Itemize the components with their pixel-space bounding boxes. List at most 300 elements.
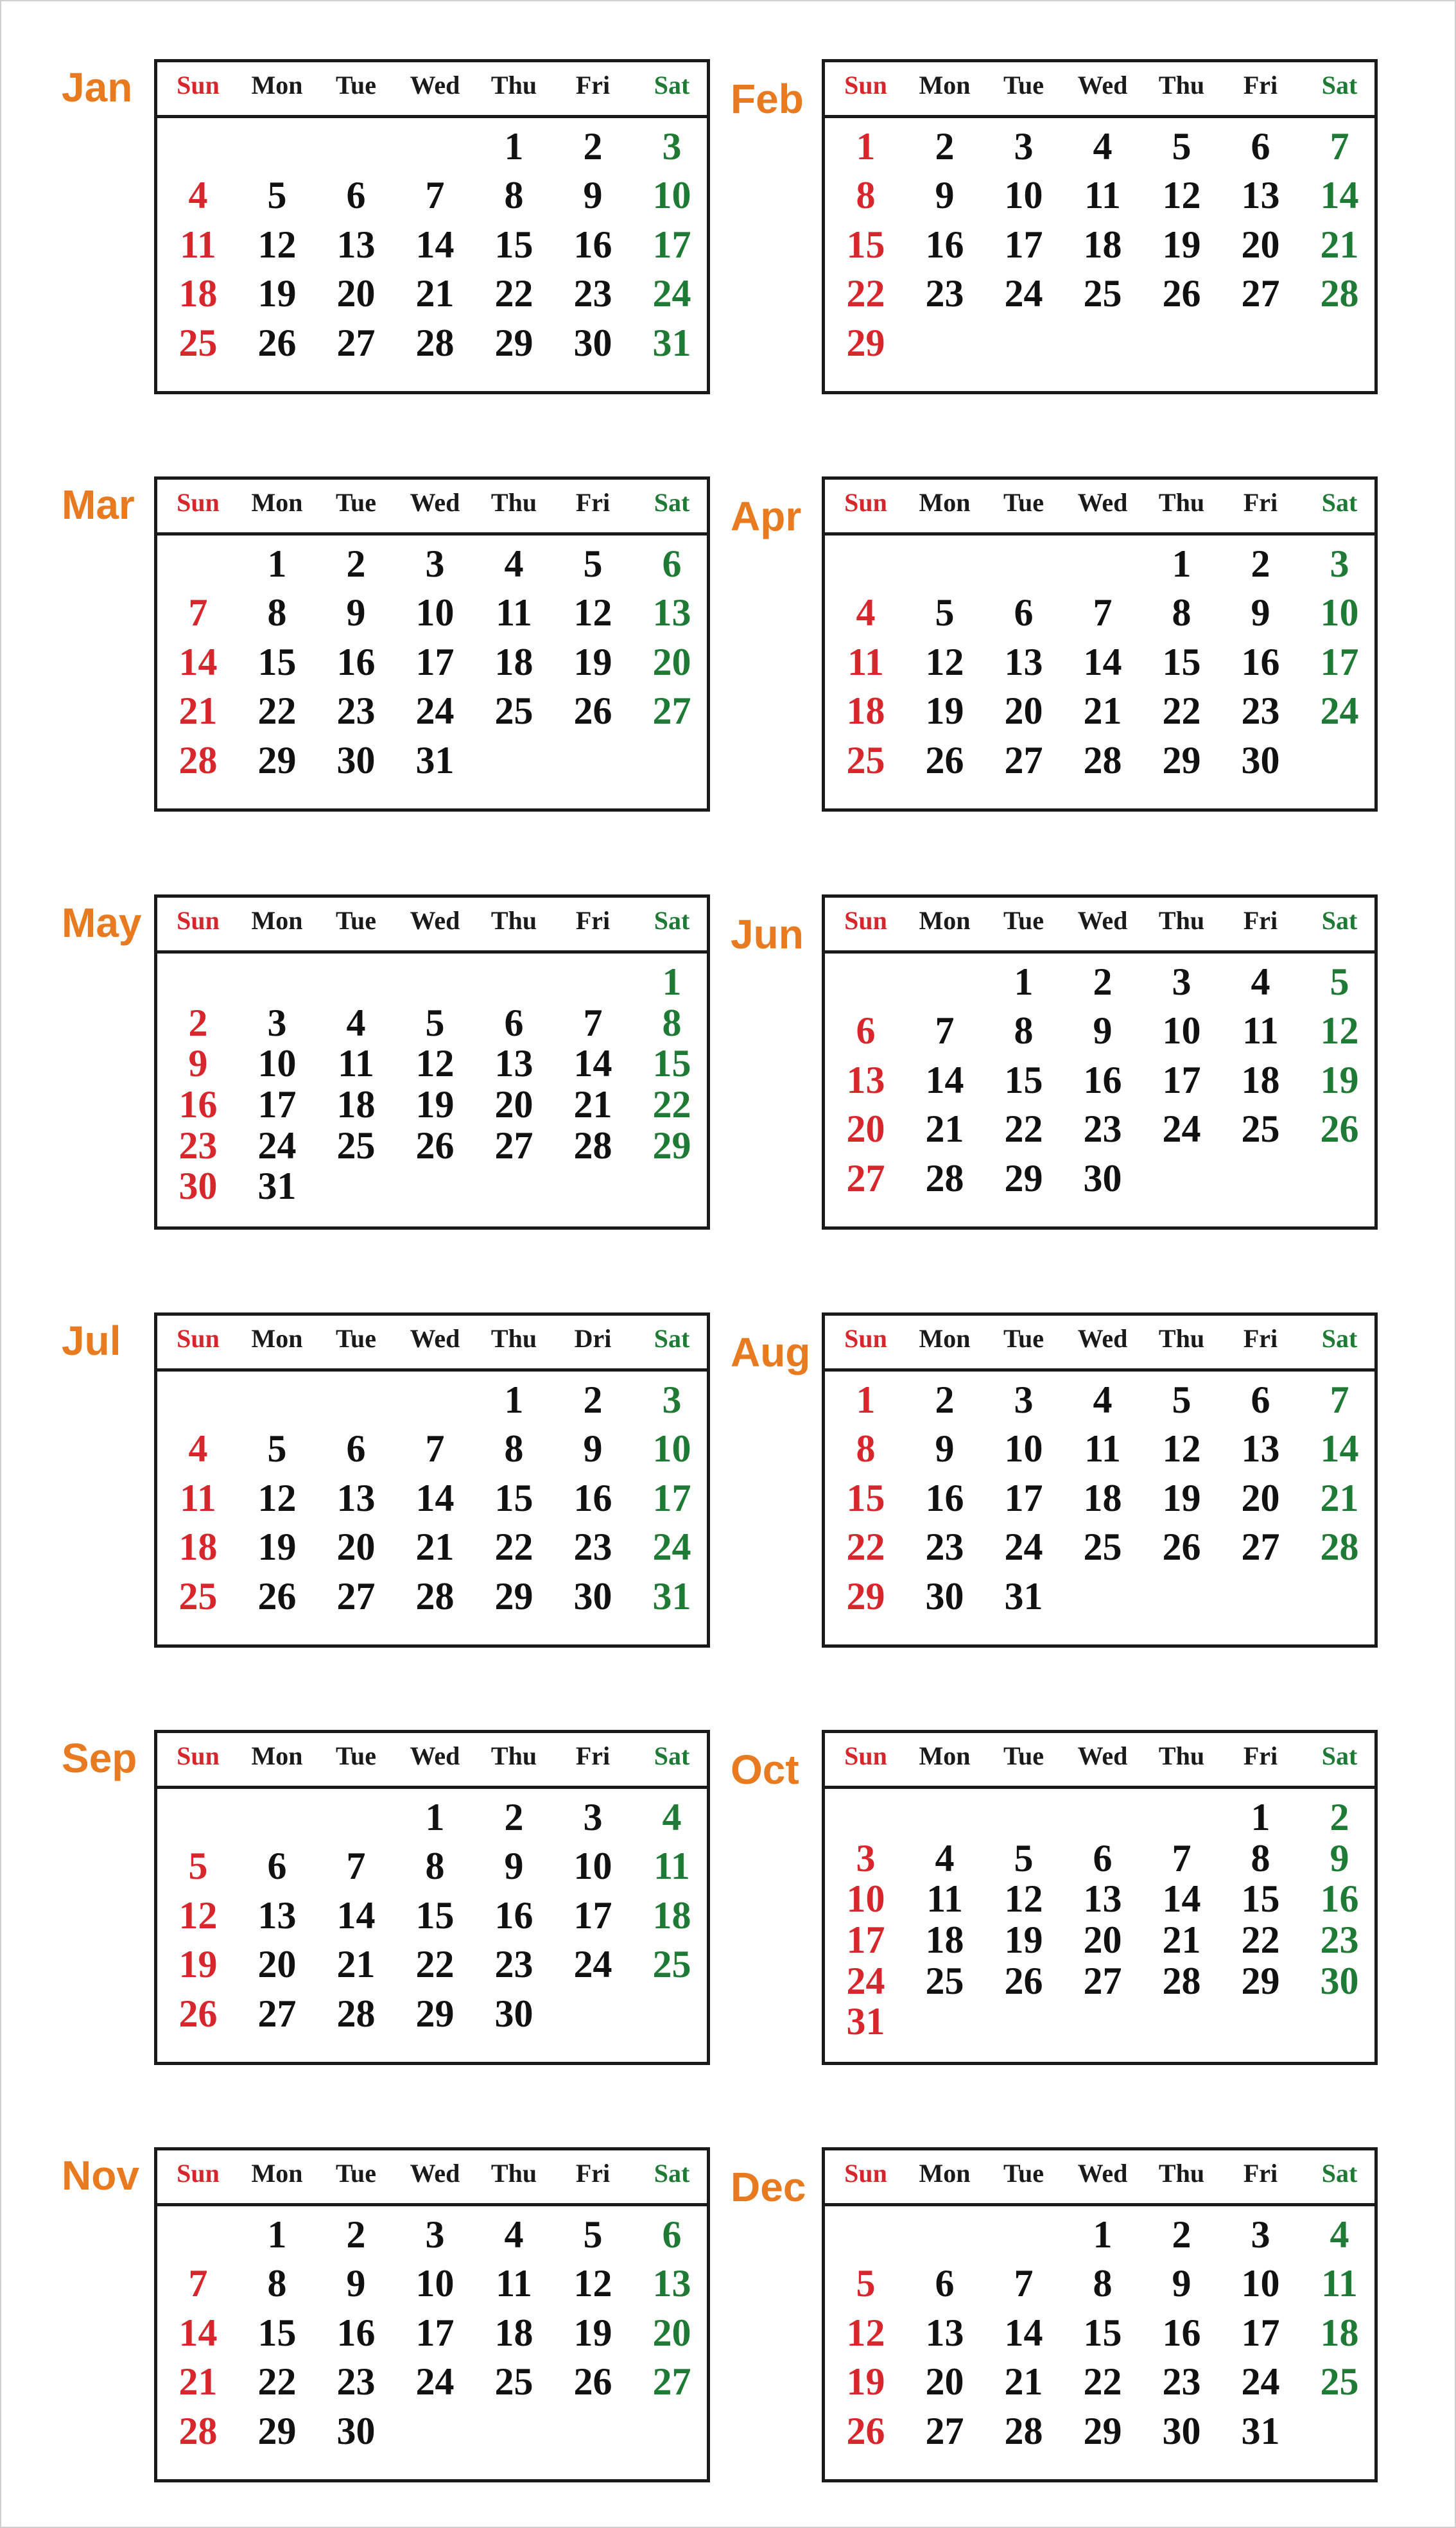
day-cell: 26 <box>846 2409 885 2452</box>
weekday-header: Sun <box>844 71 887 100</box>
day-cell: 17 <box>1004 223 1043 266</box>
day-cell: 13 <box>494 1042 533 1085</box>
day-cell: 26 <box>1162 272 1201 315</box>
day-cell: 19 <box>846 2360 885 2403</box>
day-cell: 28 <box>1162 1959 1201 2002</box>
day-cell: 28 <box>925 1156 964 1199</box>
day-cell: 5 <box>188 1845 208 1888</box>
day-cell: 9 <box>935 1427 955 1470</box>
day-cell: 25 <box>494 2360 533 2403</box>
day-cell: 24 <box>415 2360 455 2403</box>
day-cell: 28 <box>1083 738 1122 781</box>
day-cell: 26 <box>415 1124 455 1167</box>
weekday-header: Wed <box>410 1324 460 1353</box>
weekday-header: Sat <box>654 488 690 517</box>
weekday-header: Thu <box>490 1741 537 1770</box>
day-cell: 28 <box>1320 272 1359 315</box>
day-cell: 16 <box>1162 2311 1201 2354</box>
day-cell: 29 <box>257 738 297 781</box>
weekday-header: Fri <box>575 1741 611 1770</box>
weekday-header: Mon <box>251 906 303 935</box>
day-cell: 12 <box>846 2311 885 2354</box>
day-cell: 3 <box>1014 125 1034 168</box>
weekday-header: Wed <box>1077 71 1128 100</box>
day-cell: 7 <box>346 1845 366 1888</box>
day-cell: 23 <box>1320 1919 1359 1961</box>
weekday-header: Wed <box>1077 1324 1128 1353</box>
day-cell: 3 <box>662 125 682 168</box>
day-cell: 29 <box>846 1574 885 1617</box>
day-cell: 18 <box>652 1894 691 1937</box>
day-cell: 10 <box>573 1845 612 1888</box>
day-cell: 6 <box>346 174 366 217</box>
day-cell: 9 <box>1172 2262 1192 2305</box>
day-cell: 17 <box>1004 1476 1043 1519</box>
day-cell: 22 <box>1162 690 1201 733</box>
day-cell: 13 <box>925 2311 964 2354</box>
month-label-may: May <box>62 900 142 946</box>
day-cell: 16 <box>1083 1058 1122 1101</box>
day-grid <box>825 2206 1374 2479</box>
day-cell: 12 <box>573 591 612 634</box>
day-cell: 22 <box>415 1943 455 1986</box>
weekday-header-row <box>157 62 707 118</box>
day-cell: 12 <box>415 1042 455 1085</box>
day-cell: 12 <box>573 2262 612 2305</box>
day-cell: 24 <box>415 690 455 733</box>
weekday-header: Tue <box>335 906 376 935</box>
day-cell: 25 <box>494 690 533 733</box>
day-cell: 13 <box>652 2262 691 2305</box>
day-cell: 27 <box>336 1574 376 1617</box>
day-cell: 14 <box>415 1476 455 1519</box>
day-cell: 7 <box>425 1427 445 1470</box>
weekday-header: Thu <box>490 2159 537 2188</box>
weekday-header: Sat <box>654 71 690 100</box>
day-cell: 11 <box>654 1845 690 1888</box>
weekday-header-row <box>825 62 1374 118</box>
day-cell: 14 <box>178 2311 218 2354</box>
month-label-nov: Nov <box>62 2152 139 2199</box>
day-cell: 15 <box>1083 2311 1122 2354</box>
day-cell: 28 <box>415 321 455 364</box>
weekday-header: Mon <box>251 1324 303 1353</box>
day-cell: 20 <box>925 2360 964 2403</box>
day-cell: 24 <box>652 1526 691 1569</box>
day-cell: 13 <box>1004 640 1043 683</box>
day-cell: 19 <box>573 2311 612 2354</box>
weekday-header: Fri <box>575 488 611 517</box>
day-cell: 18 <box>1083 223 1122 266</box>
weekday-header: Tue <box>1003 488 1044 517</box>
day-cell: 20 <box>1083 1919 1122 1961</box>
day-cell: 4 <box>662 1796 682 1838</box>
month-grid-sep <box>154 1730 710 2065</box>
weekday-header: Mon <box>251 71 303 100</box>
month-label-oct: Oct <box>731 1747 799 1793</box>
month-grid-oct <box>822 1730 1378 2065</box>
day-cell: 17 <box>573 1894 612 1937</box>
day-cell: 26 <box>257 1574 297 1617</box>
day-cell: 27 <box>652 690 691 733</box>
weekday-header: Thu <box>1158 1741 1205 1770</box>
day-cell: 19 <box>257 1526 297 1569</box>
weekday-header: Sun <box>844 1324 887 1353</box>
day-cell: 11 <box>338 1042 374 1085</box>
day-cell: 17 <box>257 1083 297 1126</box>
day-cell: 3 <box>1172 961 1192 1003</box>
day-cell: 8 <box>1093 2262 1113 2305</box>
day-cell: 26 <box>1162 1526 1201 1569</box>
day-cell: 31 <box>652 321 691 364</box>
day-cell: 8 <box>1014 1009 1034 1052</box>
month-label-sep: Sep <box>62 1735 137 1781</box>
day-cell: 18 <box>494 2311 533 2354</box>
weekday-header: Tue <box>1003 71 1044 100</box>
day-cell: 8 <box>856 1427 876 1470</box>
weekday-header-row <box>825 1733 1374 1789</box>
day-cell: 15 <box>846 223 885 266</box>
day-cell: 30 <box>178 1165 218 1208</box>
day-cell: 26 <box>178 1992 218 2035</box>
day-cell: 8 <box>504 174 524 217</box>
month-grid-jan <box>154 59 710 394</box>
day-cell: 27 <box>1004 738 1043 781</box>
weekday-header: Sat <box>1321 2159 1358 2188</box>
day-cell: 15 <box>415 1894 455 1937</box>
day-cell: 16 <box>494 1894 533 1937</box>
weekday-header: Tue <box>335 488 376 517</box>
day-cell: 11 <box>1084 1427 1121 1470</box>
month-label-apr: Apr <box>731 493 802 539</box>
day-cell: 14 <box>1083 640 1122 683</box>
day-cell: 22 <box>257 2360 297 2403</box>
day-cell: 29 <box>1004 1156 1043 1199</box>
weekday-header-row <box>157 2150 707 2206</box>
day-cell: 16 <box>336 2311 376 2354</box>
day-cell: 18 <box>336 1083 376 1126</box>
day-cell: 6 <box>662 2213 682 2256</box>
day-cell: 20 <box>257 1943 297 1986</box>
day-cell: 28 <box>178 2409 218 2452</box>
day-cell: 23 <box>925 1526 964 1569</box>
day-cell: 9 <box>583 1427 603 1470</box>
day-cell: 21 <box>1083 690 1122 733</box>
weekday-header: Mon <box>919 488 971 517</box>
day-cell: 8 <box>267 591 287 634</box>
day-cell: 24 <box>573 1943 612 1986</box>
day-cell: 9 <box>1330 1836 1349 1879</box>
day-cell: 14 <box>1320 1427 1359 1470</box>
day-cell: 2 <box>346 2213 366 2256</box>
day-cell: 7 <box>1172 1836 1192 1879</box>
day-cell: 11 <box>847 640 884 683</box>
weekday-header: Thu <box>490 488 537 517</box>
month-grid-jul <box>154 1312 710 1648</box>
day-cell: 1 <box>662 961 682 1003</box>
day-cell: 30 <box>336 2409 376 2452</box>
weekday-header: Sun <box>177 1741 220 1770</box>
day-cell: 19 <box>178 1943 218 1986</box>
day-cell: 30 <box>1241 738 1280 781</box>
day-cell: 29 <box>257 2409 297 2452</box>
day-cell: 30 <box>925 1574 964 1617</box>
weekday-header: Sun <box>844 2159 887 2188</box>
day-cell: 1 <box>504 1379 524 1421</box>
weekday-header: Tue <box>335 1324 376 1353</box>
day-cell: 18 <box>1241 1058 1280 1101</box>
day-cell: 16 <box>1241 640 1280 683</box>
day-cell: 26 <box>573 690 612 733</box>
day-cell: 12 <box>178 1894 218 1937</box>
month-label-mar: Mar <box>62 482 135 528</box>
day-cell: 7 <box>1330 1379 1349 1421</box>
day-cell: 5 <box>267 1427 287 1470</box>
day-cell: 2 <box>935 125 955 168</box>
day-cell: 25 <box>1320 2360 1359 2403</box>
day-cell: 14 <box>336 1894 376 1937</box>
day-cell: 18 <box>846 690 885 733</box>
day-cell: 29 <box>415 1992 455 2035</box>
day-cell: 16 <box>178 1083 218 1126</box>
day-cell: 23 <box>178 1124 218 1167</box>
day-cell: 29 <box>1083 2409 1122 2452</box>
weekday-header: Tue <box>1003 1324 1044 1353</box>
day-cell: 15 <box>846 1476 885 1519</box>
day-cell: 20 <box>494 1083 533 1126</box>
day-cell: 1 <box>267 2213 287 2256</box>
day-cell: 1 <box>504 125 524 168</box>
day-cell: 11 <box>496 591 532 634</box>
day-cell: 4 <box>1093 125 1113 168</box>
day-cell: 19 <box>1004 1919 1043 1961</box>
day-cell: 6 <box>856 1009 876 1052</box>
day-grid <box>157 954 707 1226</box>
day-cell: 4 <box>346 1001 366 1044</box>
weekday-header: Sat <box>1321 71 1358 100</box>
day-cell: 20 <box>336 1526 376 1569</box>
day-cell: 15 <box>257 2311 297 2354</box>
weekday-header: Sat <box>654 2159 690 2188</box>
day-cell: 20 <box>652 2311 691 2354</box>
weekday-header: Sat <box>654 1324 690 1353</box>
day-cell: 2 <box>1172 2213 1192 2256</box>
day-cell: 2 <box>188 1001 208 1044</box>
day-cell: 13 <box>1241 174 1280 217</box>
weekday-header: Thu <box>1158 1324 1205 1353</box>
day-cell: 17 <box>846 1919 885 1961</box>
month-label-aug: Aug <box>731 1329 811 1375</box>
day-cell: 30 <box>1320 1959 1359 2002</box>
weekday-header-row <box>825 1316 1374 1372</box>
weekday-header: Thu <box>1158 906 1205 935</box>
day-cell: 20 <box>1241 223 1280 266</box>
day-cell: 10 <box>1241 2262 1280 2305</box>
day-cell: 21 <box>415 1526 455 1569</box>
day-cell: 8 <box>267 2262 287 2305</box>
day-cell: 7 <box>583 1001 603 1044</box>
day-cell: 11 <box>926 1878 963 1921</box>
month-label-dec: Dec <box>731 2164 806 2210</box>
day-cell: 5 <box>1172 1379 1192 1421</box>
weekday-header: Thu <box>490 906 537 935</box>
weekday-header: Mon <box>919 2159 971 2188</box>
day-cell: 20 <box>336 272 376 315</box>
day-cell: 27 <box>257 1992 297 2035</box>
day-cell: 8 <box>1172 591 1192 634</box>
day-cell: 20 <box>1004 690 1043 733</box>
weekday-header: Wed <box>410 1741 460 1770</box>
weekday-header: Tue <box>1003 2159 1044 2188</box>
day-cell: 24 <box>1320 690 1359 733</box>
day-cell: 24 <box>652 272 691 315</box>
day-cell: 10 <box>652 1427 691 1470</box>
day-cell: 7 <box>425 174 445 217</box>
day-cell: 13 <box>336 223 376 266</box>
day-cell: 8 <box>856 174 876 217</box>
day-grid <box>157 536 707 808</box>
day-cell: 9 <box>1093 1009 1113 1052</box>
day-cell: 18 <box>178 272 218 315</box>
day-cell: 10 <box>652 174 691 217</box>
day-cell: 23 <box>1162 2360 1201 2403</box>
weekday-header-row <box>157 1733 707 1789</box>
weekday-header: Thu <box>1158 488 1205 517</box>
day-cell: 25 <box>846 738 885 781</box>
day-cell: 27 <box>925 2409 964 2452</box>
day-cell: 4 <box>856 591 876 634</box>
day-cell: 17 <box>1320 640 1359 683</box>
day-grid <box>157 2206 707 2479</box>
day-cell: 5 <box>583 543 603 585</box>
day-cell: 15 <box>494 1476 533 1519</box>
day-cell: 21 <box>1320 1476 1359 1519</box>
day-grid <box>825 1372 1374 1644</box>
day-cell: 27 <box>1241 272 1280 315</box>
day-cell: 24 <box>1004 1526 1043 1569</box>
day-cell: 19 <box>257 272 297 315</box>
day-cell: 16 <box>1320 1878 1359 1921</box>
day-cell: 12 <box>1004 1878 1043 1921</box>
weekday-header: Tue <box>1003 1741 1044 1770</box>
day-cell: 7 <box>1330 125 1349 168</box>
day-cell: 29 <box>494 1574 533 1617</box>
month-grid-apr <box>822 476 1378 812</box>
weekday-header: Fri <box>575 2159 611 2188</box>
weekday-header: Wed <box>1077 1741 1128 1770</box>
month-label-feb: Feb <box>731 76 804 122</box>
day-cell: 11 <box>180 1476 216 1519</box>
day-cell: 23 <box>494 1943 533 1986</box>
day-cell: 9 <box>935 174 955 217</box>
weekday-header: Sat <box>1321 488 1358 517</box>
day-cell: 2 <box>1251 543 1270 585</box>
day-cell: 30 <box>494 1992 533 2035</box>
weekday-header-row <box>157 480 707 536</box>
day-cell: 1 <box>1172 543 1192 585</box>
day-cell: 5 <box>1330 961 1349 1003</box>
day-cell: 3 <box>856 1836 876 1879</box>
day-cell: 21 <box>415 272 455 315</box>
day-cell: 14 <box>1004 2311 1043 2354</box>
day-cell: 5 <box>425 1001 445 1044</box>
day-cell: 23 <box>573 1526 612 1569</box>
day-cell: 15 <box>1162 640 1201 683</box>
day-cell: 10 <box>257 1042 297 1085</box>
day-cell: 18 <box>494 640 533 683</box>
day-cell: 19 <box>1162 1476 1201 1519</box>
weekday-header: Sun <box>177 906 220 935</box>
day-cell: 23 <box>336 2360 376 2403</box>
day-cell: 12 <box>1162 174 1201 217</box>
day-cell: 27 <box>1083 1959 1122 2002</box>
day-cell: 3 <box>1330 543 1349 585</box>
day-cell: 12 <box>925 640 964 683</box>
day-cell: 3 <box>1014 1379 1034 1421</box>
day-cell: 21 <box>1004 2360 1043 2403</box>
day-cell: 13 <box>1241 1427 1280 1470</box>
day-cell: 6 <box>346 1427 366 1470</box>
day-cell: 5 <box>935 591 955 634</box>
day-cell: 25 <box>652 1943 691 1986</box>
day-cell: 6 <box>1093 1836 1113 1879</box>
day-cell: 30 <box>1162 2409 1201 2452</box>
weekday-header: Sun <box>844 906 887 935</box>
day-cell: 16 <box>336 640 376 683</box>
weekday-header: Tue <box>335 2159 376 2188</box>
day-cell: 17 <box>652 223 691 266</box>
weekday-header: Sun <box>177 488 220 517</box>
weekday-header: Sat <box>1321 1324 1358 1353</box>
day-cell: 26 <box>1004 1959 1043 2002</box>
day-grid <box>825 954 1374 1226</box>
weekday-header: Wed <box>1077 488 1128 517</box>
day-cell: 13 <box>257 1894 297 1937</box>
day-cell: 23 <box>1083 1108 1122 1151</box>
day-cell: 9 <box>188 1042 208 1085</box>
day-grid <box>825 1789 1374 2062</box>
day-cell: 27 <box>494 1124 533 1167</box>
day-cell: 1 <box>1014 961 1034 1003</box>
day-cell: 21 <box>336 1943 376 1986</box>
weekday-header: Mon <box>251 488 303 517</box>
weekday-header: Fri <box>575 906 611 935</box>
day-cell: 10 <box>1004 1427 1043 1470</box>
weekday-header-row <box>825 480 1374 536</box>
month-grid-mar <box>154 476 710 812</box>
day-cell: 20 <box>652 640 691 683</box>
day-cell: 14 <box>925 1058 964 1101</box>
day-cell: 10 <box>846 1878 885 1921</box>
weekday-header-row <box>157 898 707 954</box>
day-cell: 27 <box>846 1156 885 1199</box>
day-cell: 22 <box>652 1083 691 1126</box>
day-grid <box>157 1789 707 2062</box>
day-cell: 26 <box>257 321 297 364</box>
day-cell: 22 <box>1241 1919 1280 1961</box>
day-cell: 19 <box>573 640 612 683</box>
day-grid <box>825 536 1374 808</box>
weekday-header: Wed <box>410 488 460 517</box>
weekday-header: Sun <box>177 1324 220 1353</box>
day-cell: 7 <box>1093 591 1113 634</box>
weekday-header: Sun <box>177 71 220 100</box>
month-label-jun: Jun <box>731 911 804 957</box>
day-cell: 8 <box>504 1427 524 1470</box>
day-cell: 16 <box>573 1476 612 1519</box>
day-grid <box>825 118 1374 391</box>
day-cell: 10 <box>1004 174 1043 217</box>
